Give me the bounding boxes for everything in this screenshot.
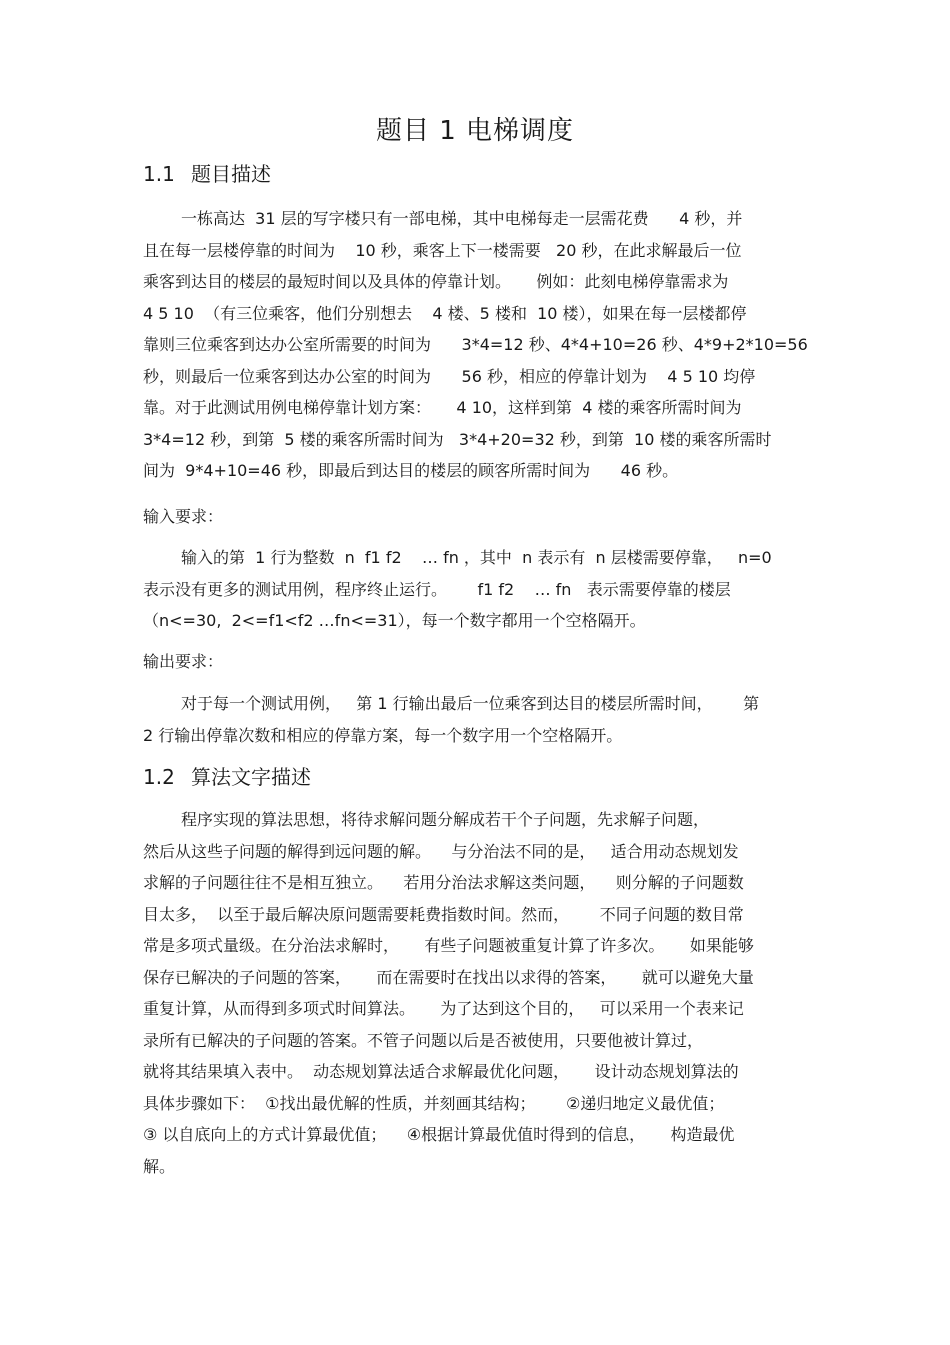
text-line: 就将其结果填入表中。 动态规划算法适合求解最优化问题， 设计动态规划算法的 <box>143 1062 739 1081</box>
section-number: 1.2 <box>143 765 175 789</box>
text-line: 表示没有更多的测试用例，程序终止运行。 f1 f2 … fn 表示需要停靠的楼层 <box>143 579 731 599</box>
input-requirements-label: 输入要求： <box>143 507 224 526</box>
text-line: 程序实现的算法思想，将待求解问题分解成若干个子问题，先求解子问题， <box>181 810 710 829</box>
algorithm-description-paragraph <box>143 804 808 1182</box>
text-line: 常是多项式量级。在分治法求解时， 有些子问题被重复计算了许多次。 如果能够 <box>143 936 754 955</box>
input-requirements-paragraph <box>143 542 808 637</box>
text-line: 保存已解决的子问题的答案， 而在需要时在找出以求得的答案， 就可以避免大量 <box>143 967 754 987</box>
text-line: 秒，则最后一位乘客到达办公室的时间为 56 秒，相应的停靠计划为 4 5 10 均停 <box>143 366 756 386</box>
document-title: 题目 1 电梯调度 <box>375 116 575 146</box>
text-line: （n<=30, 2<=f1<f2 …fn<=31），每一个数字都用一个空格隔开。 <box>143 611 646 630</box>
section-heading-1-2 <box>143 763 311 791</box>
text-line: 输入的第 1 行为整数 n f1 f2 … fn ，其中 n 表示有 n 层楼需要停靠， n=0 <box>181 548 772 567</box>
text-line: 目太多， 以至于最后解决原问题需要耗费指数时间。然而， 不同子问题的数目常 <box>143 904 744 924</box>
text-line: 2 行输出停靠次数和相应的停靠方案，每一个数字用一个空格隔开。 <box>143 725 623 745</box>
section-title: 题目描述 <box>191 162 271 186</box>
text-line: 乘客到达目的楼层的最短时间以及具体的停靠计划。 例如：此刻电梯停靠需求为 <box>143 272 729 291</box>
text-line: 具体步骤如下： ①找出最优解的性质，并刻画其结构； ②递归地定义最优值； <box>143 1093 725 1113</box>
text-line: 间为 9*4+10=46 秒，即最后到达目的楼层的顾客所需时间为 46 秒。 <box>143 461 679 480</box>
output-requirements-label: 输出要求： <box>143 652 224 671</box>
text-line: 一栋高达 31 层的写字楼只有一部电梯，其中电梯每走一层需花费 4 秒，并 <box>181 209 743 228</box>
text-line: 靠则三位乘客到达办公室所需要的时间为 3*4=12 秒、4*4+10=26 秒、4*9+2*10=56 <box>143 335 808 354</box>
section-number: 1.1 <box>143 162 175 186</box>
text-line: 重复计算，从而得到多项式时间算法。 为了达到这个目的， 可以采用一个表来记 <box>143 999 744 1018</box>
text-line: 求解的子问题往往不是相互独立。 若用分治法求解这类问题， 则分解的子问题数 <box>143 873 744 892</box>
text-line: ③ 以自底向上的方式计算最优值； ④根据计算最优值时得到的信息， 构造最优 <box>143 1125 735 1144</box>
section-heading-1-1 <box>143 160 271 188</box>
text-line: 靠。对于此测试用例电梯停靠计划方案： 4 10，这样到第 4 楼的乘客所需时间为 <box>143 398 742 417</box>
output-requirements-paragraph <box>143 688 808 751</box>
text-line: 解。 <box>143 1156 176 1176</box>
text-line: 4 5 10 （有三位乘客，他们分别想去 4 楼、5 楼和 10 楼），如果在每一层楼都停 <box>143 303 747 323</box>
text-line: 对于每一个测试用例， 第 1 行输出最后一位乘客到达目的楼层所需时间， 第 <box>181 694 760 713</box>
text-line: 且在每一层楼停靠的时间为 10 秒，乘客上下一楼需要 20 秒，在此求解最后一位 <box>143 240 742 260</box>
text-line: 3*4=12 秒，到第 5 楼的乘客所需时间为 3*4+20=32 秒，到第 10 楼的乘客所需时 <box>143 429 772 449</box>
section-title: 算法文字描述 <box>191 765 311 789</box>
text-line: 然后从这些子问题的解得到远问题的解。 与分治法不同的是， 适合用动态规划发 <box>143 841 739 861</box>
text-line: 录所有已解决的子问题的答案。不管子问题以后是否被使用，只要他被计算过， <box>143 1030 704 1050</box>
problem-description-paragraph <box>143 203 808 487</box>
